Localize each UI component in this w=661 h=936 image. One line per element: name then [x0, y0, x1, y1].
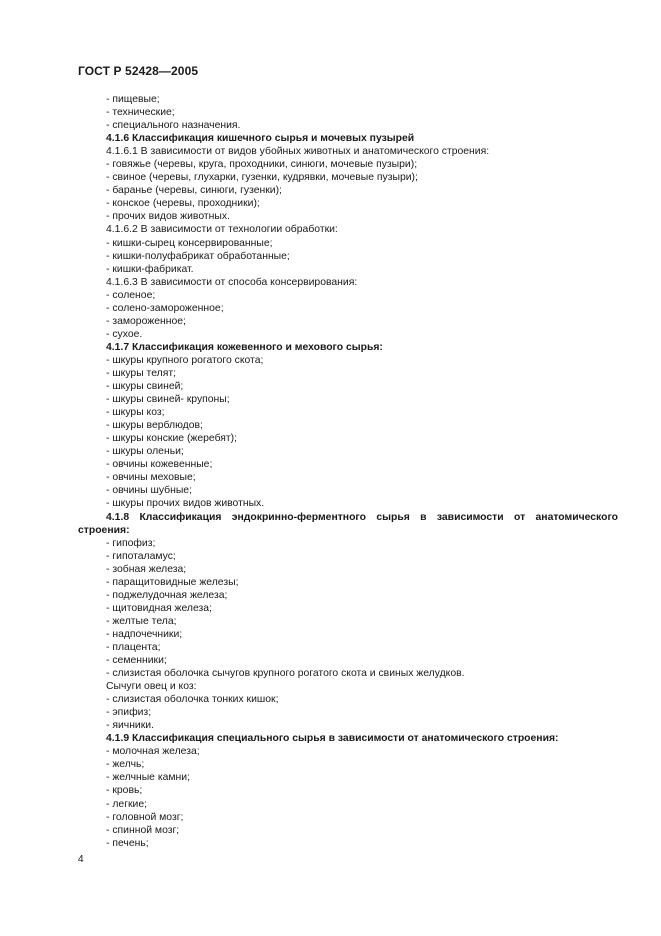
text-line: - слизистая оболочка сычугов крупного рогатого скота и свиных желудков.	[106, 668, 465, 680]
text-line: - овчины шубные;	[106, 485, 192, 497]
text-line: - молочная железа;	[106, 746, 200, 758]
section-heading: 4.1.9 Классификация специального сырья в зависимости от анатомического строения:	[106, 733, 559, 745]
text-line: - шкуры прочих видов животных.	[106, 498, 265, 510]
text-line: - поджелудочная железа;	[106, 589, 228, 601]
text-line: - шкуры конские (жеребят);	[106, 433, 238, 445]
text-line: - соленое;	[106, 289, 156, 301]
text-line: - шкуры свиней- крупоны;	[106, 394, 230, 406]
text-line: - солено-замороженное;	[106, 302, 224, 314]
text-line: - замороженное;	[106, 315, 186, 327]
text-line: - баранье (черевы, синюги, гузенки);	[106, 185, 282, 197]
text-line: - кишки-сырец консервированные;	[106, 237, 273, 249]
text-line: - плацента;	[106, 641, 161, 653]
text-line: - яичники.	[106, 720, 154, 732]
text-line: - семенники;	[106, 655, 167, 667]
text-line: - прочих видов животных.	[106, 211, 230, 223]
text-line: - спинной мозг;	[106, 824, 180, 836]
text-line: - свиное (черевы, глухарки, гузенки, кудрявки, мочевые пузыри);	[106, 172, 418, 184]
text-line: - овчины кожевенные;	[106, 459, 213, 471]
text-line: - щитовидная железа;	[106, 602, 212, 614]
text-line: - легкие;	[106, 798, 147, 810]
document-header: ГОСТ Р 52428—2005	[78, 64, 199, 78]
text-line: - кровь;	[106, 785, 143, 797]
page-number: 4	[78, 854, 84, 865]
text-line: - технические;	[106, 107, 175, 119]
text-line: - зобная железа;	[106, 563, 187, 575]
text-line: - овчины меховые;	[106, 472, 196, 484]
text-line: - шкуры оленьи;	[106, 446, 184, 458]
section-heading: 4.1.7 Классификация кожевенного и мехового сырья:	[106, 341, 383, 353]
text-line: - гипоталамус;	[106, 550, 176, 562]
text-line: - говяжье (черевы, круга, проходники, синюги, мочевые пузыри);	[106, 159, 418, 171]
text-line: - шкуры свиней;	[106, 381, 184, 393]
text-line: - шкуры телят;	[106, 367, 176, 379]
text-line: - кишки-фабрикат.	[106, 263, 194, 275]
text-line: - паращитовидные железы;	[106, 576, 239, 588]
text-line: - кишки-полуфабрикат обработанные;	[106, 250, 290, 262]
text-line: - конское (черевы, проходники);	[106, 198, 260, 210]
text-line: - головной мозг;	[106, 811, 184, 823]
text-line: 4.1.6.2 В зависимости от технологии обработки:	[106, 224, 338, 236]
text-line: - специального назначения.	[106, 120, 241, 132]
text-line: - желчные камни;	[106, 772, 190, 784]
text-line: - шкуры верблюдов;	[106, 420, 203, 432]
text-line: - желтые тела;	[106, 615, 177, 627]
text-line: - печень;	[106, 837, 149, 849]
text-line: - эпифиз;	[106, 707, 152, 719]
text-line: - шкуры крупного рогатого скота;	[106, 354, 264, 366]
text-line: - надпочечники;	[106, 628, 183, 640]
text-line: - желчь;	[106, 759, 145, 771]
text-line: 4.1.6.3 В зависимости от способа консервирования:	[106, 276, 358, 288]
text-line: - слизистая оболочка тонких кишок;	[106, 694, 279, 706]
text-line: - сухое.	[106, 328, 143, 340]
text-line: - шкуры коз;	[106, 407, 165, 419]
document-body	[78, 93, 618, 850]
text-line: Сычуги овец и коз:	[106, 681, 197, 693]
text-line: 4.1.6.1 В зависимости от видов убойных животных и анатомического строения:	[106, 146, 490, 158]
text-line: - пищевые;	[106, 94, 160, 105]
section-heading: 4.1.8 Классификация эндокринно-ферментного сырья в зависимости от анатомического	[106, 511, 618, 523]
section-heading: строения:	[78, 524, 130, 536]
section-heading: 4.1.6 Классификация кишечного сырья и мочевых пузырей	[106, 133, 415, 145]
text-line: - гипофиз;	[106, 537, 156, 549]
